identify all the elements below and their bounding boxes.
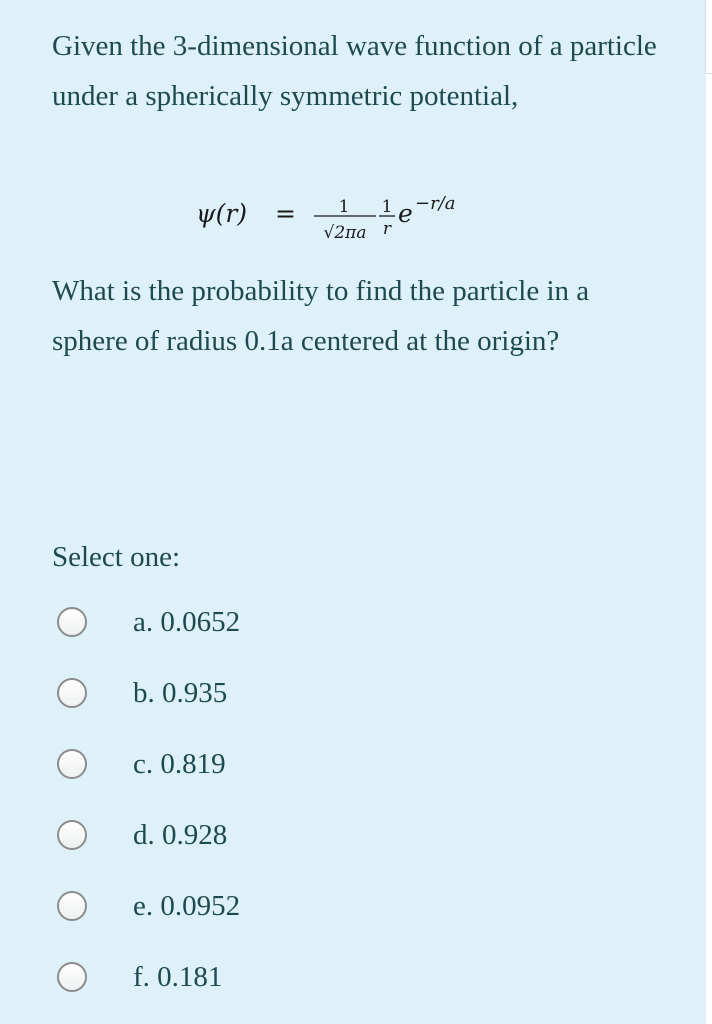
formula-frac1-numerator: 1 xyxy=(338,197,350,217)
answer-option-label: e. 0.0952 xyxy=(133,889,241,922)
answer-option-label: b. 0.935 xyxy=(133,676,228,709)
formula-exponent: −r/a xyxy=(415,193,456,214)
scrollbar-track[interactable] xyxy=(705,0,712,1024)
question-prompt: What is the probability to find the particle in a sphere of radius 0.1a centered at the origin? xyxy=(52,275,590,357)
formula-equals: = xyxy=(275,199,296,228)
answer-option-e[interactable] xyxy=(57,886,457,926)
radio-button-icon[interactable] xyxy=(57,607,87,637)
answer-option-c[interactable] xyxy=(57,744,457,784)
radio-button-icon[interactable] xyxy=(57,678,87,708)
scrollbar-thumb[interactable] xyxy=(705,0,712,74)
formula-lhs: ψ(r) xyxy=(196,199,248,228)
answer-option-b[interactable] xyxy=(57,673,457,713)
radio-button-icon[interactable] xyxy=(57,820,87,850)
formula-frac1-denominator: √2πa xyxy=(323,223,367,243)
answer-option-a[interactable] xyxy=(57,602,457,642)
radio-button-icon[interactable] xyxy=(57,891,87,921)
answer-option-label: a. 0.0652 xyxy=(133,605,241,638)
formula-frac2-denominator: r xyxy=(382,219,392,239)
answer-option-d[interactable] xyxy=(57,815,457,855)
question-intro: Given the 3-dimensional wave function of a particle under a spherically symmetric potential, xyxy=(52,30,657,112)
answer-option-f[interactable] xyxy=(57,957,457,997)
wave-function-formula xyxy=(196,188,516,252)
answer-option-label: f. 0.181 xyxy=(133,960,223,993)
formula-exponential-base: e xyxy=(398,199,413,228)
radio-button-icon[interactable] xyxy=(57,962,87,992)
formula-frac2-numerator: 1 xyxy=(381,197,393,217)
select-one-label: Select one: xyxy=(52,541,181,573)
answer-option-label: d. 0.928 xyxy=(133,818,228,851)
radio-button-icon[interactable] xyxy=(57,749,87,779)
answer-option-label: c. 0.819 xyxy=(133,747,226,780)
